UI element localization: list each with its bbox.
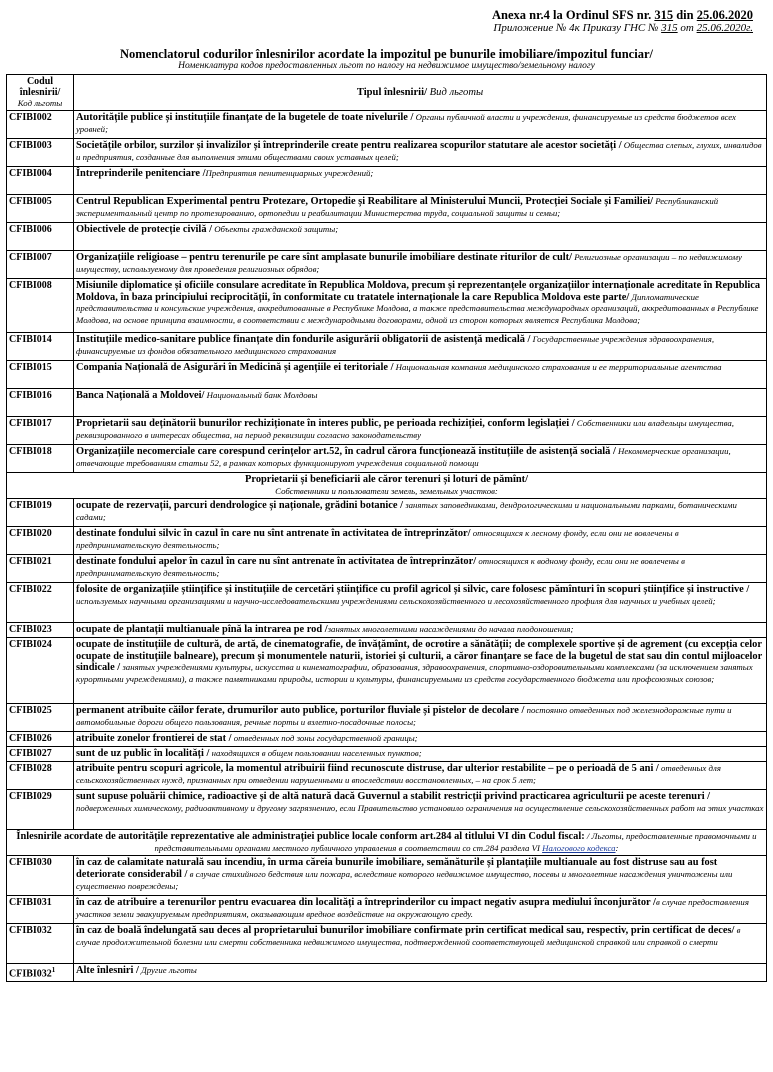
- order-date: 25.06.2020: [696, 8, 753, 22]
- code-cell: CFIBI008: [7, 279, 74, 333]
- document-title: Nomenclatorul codurilor înlesnirilor acordate la impozitul pe bunurile imobiliare/impozitul funciar/: [120, 47, 653, 61]
- type-cell: [74, 223, 767, 251]
- type-ro: sunt supuse poluării chimice, radioactive și de altă natură dacă Guvernul a stabilit restricții privind practicarea agriculturii pe aceste terenuri /: [76, 791, 711, 803]
- type-ru: занятых заповедниками, дендрологическими и национальными парками, ботаническими садами;: [76, 500, 737, 522]
- type-cell: [74, 167, 767, 195]
- code-cell: CFIBI016: [7, 389, 74, 417]
- type-ro: Misiunile diplomatice și oficiile consulare acreditate în Republica Moldova, precum și reprezentanțele organizațiilor internaționale acreditate în Republica Moldova, în baza principiului reciprocității, în conformitate cu tratatele internaționale la care Republica Moldova este parte/: [76, 280, 761, 303]
- type-ru: Национальная компания медицинского страхования и ее территориальные агентства: [393, 362, 722, 372]
- code-cell: CFIBI029: [7, 790, 74, 830]
- section-row: [7, 830, 767, 856]
- table-header-row: [7, 75, 767, 111]
- type-ro: atribuite pentru scopuri agricole, la momentul atribuirii fiind recunoscute distruse, dar ulterior restabilite – pe o perioadă de 5 ani /: [76, 763, 659, 775]
- type-ro: ocupate de rezervații, parcuri dendrologice și naționale, grădini botanice /: [76, 500, 403, 512]
- table-row: [7, 790, 767, 830]
- type-ru: отведенных под зоны государственной границы;: [231, 733, 418, 744]
- section-ro: Înlesnirile acordate de autoritățile reprezentative ale administrației publice locale conform art.284 al titlului VI din Codul fiscal:: [16, 831, 585, 843]
- annex-line-ro: Anexa nr.4 la Ordinul SFS nr. 315 din 25.06.2020: [492, 8, 753, 22]
- code-cell: CFIBI022: [7, 583, 74, 623]
- document-subtitle: Номенклатура кодов предоставленных льгот по налогу на недвижимое имущество/земельному налогу: [178, 61, 595, 71]
- type-cell: [74, 623, 767, 638]
- code-cell: CFIBI015: [7, 361, 74, 389]
- table-row: [7, 638, 767, 704]
- table-row: [7, 279, 767, 333]
- type-ro: destinate fondului apelor în cazul în care nu sînt antrenate în activitatea de întreprinzător/: [76, 556, 477, 568]
- section-header: [7, 473, 767, 499]
- type-ro: destinate fondului silvic în cazul în care nu sînt antrenate în activitatea de întreprinzător/: [76, 528, 471, 540]
- type-ro: în caz de atribuire a terenurilor pentru evacuarea din localități a întreprinderilor cu impact negativ asupra mediului înconjurător /: [76, 897, 656, 909]
- type-cell: [74, 279, 767, 333]
- type-ru: относящихся к лесному фонду, если они не вовлечены в предпринимательскую деятельность;: [76, 528, 679, 550]
- table-row: [7, 527, 767, 555]
- table-row: [7, 583, 767, 623]
- type-cell: [74, 251, 767, 279]
- type-cell: [74, 924, 767, 964]
- type-ro: folosite de organizațiile științifice și instituțiile de cercetări științifice cu profil agricol și silvic, care folosesc pămînturi în scopuri științifice și instructive /: [76, 584, 750, 596]
- table-row: [7, 762, 767, 790]
- code-cell: CFIBI005: [7, 195, 74, 223]
- type-ro: Întreprinderile penitenciare /: [76, 168, 206, 179]
- type-cell: [74, 732, 767, 747]
- type-ru: Государственные учреждения здравоохранения, финансируемые из фондов обязательного медицинского страхования: [76, 334, 715, 356]
- type-ru: относящихся к водному фонду, если они не вовлечены в предпринимательскую деятельность;: [76, 556, 685, 578]
- tax-code-link[interactable]: Налогового кодекса: [542, 842, 616, 853]
- type-ru: Собственники или владельцы имущества, реквизированного в интересах общества, на период реквизиции согласно законодательству: [76, 418, 734, 440]
- code-cell: CFIBI024: [7, 638, 74, 704]
- table-row: [7, 417, 767, 445]
- type-ru: Органы публичной власти и учреждения, финансируемые из средств бюджетов всех уровней;: [76, 112, 736, 134]
- type-cell: [74, 638, 767, 704]
- header-type-cell: Tipul înlesnirii/ Вид льготы: [74, 75, 767, 111]
- type-cell: [74, 499, 767, 527]
- type-cell: [74, 445, 767, 473]
- header-code-cell: Codul înlesnirii/ Код льготы: [7, 75, 74, 111]
- table-row: [7, 964, 767, 982]
- type-ru: в случае предоставления участков земли эвакуируемым предприятиям, оказывающим вредное воздействие на окружающую среду.: [76, 897, 749, 919]
- type-ro: ocupate de plantații multianuale pînă la intrarea pe rod /: [76, 624, 328, 636]
- table-row: [7, 732, 767, 747]
- type-ru: Религиозные организации – по недвижимому имуществу, используемому для проведения религиозных обрядов;: [76, 252, 742, 274]
- type-cell: [74, 361, 767, 389]
- type-cell: [74, 704, 767, 732]
- type-ro: ocupate de instituțiile de cultură, de artă, de cinematografie, de învățămînt, de ocrotire a sănătății; de complexele sportive și de agrement (cu excepția celor ocupate de instituțiile balneare), precum și monumentele naturii, istoriei și culturii, a căror finanțare se face de la bugetul de stat sau din contul mijloacelor sindicale /: [76, 639, 763, 674]
- codes-table: [6, 74, 767, 982]
- type-ru: подверженных химическому, радиоактивному и другому загрязнению, если Правительство установило ограничения на осуществление сельскохозяйственных работ на этих участках: [76, 802, 764, 813]
- table-row: [7, 389, 767, 417]
- type-ro: Instituțiile medico-sanitare publice finanțate din fondurile asigurării obligatorii de asistență medicală /: [76, 334, 531, 345]
- type-ro: Autoritățile publice și instituțiile finanțate de la bugetele de toate nivelurile /: [76, 112, 414, 123]
- section-ru: / Льготы, предоставленные правомочными и представительными органами местного публичного управления в соответствии со ст.284 раздела VI: [154, 831, 757, 853]
- code-cell: CFIBI019: [7, 499, 74, 527]
- type-ru: Предприятия пенитенциарных учреждений;: [205, 168, 374, 178]
- code-cell: CFIBI023: [7, 623, 74, 638]
- code-cell: CFIBI018: [7, 445, 74, 473]
- type-ru: Объекты гражданской защиты;: [212, 224, 339, 234]
- type-ru: используемых научными организациями и научно-исследовательскими учреждениями сельскохозяйственного и лесохозяйственного профиля для научных и учебных целей;: [76, 595, 716, 606]
- type-cell: [74, 195, 767, 223]
- type-cell: [74, 790, 767, 830]
- type-cell: [74, 111, 767, 139]
- type-cell: [74, 417, 767, 445]
- code-cell: CFIBI020: [7, 527, 74, 555]
- type-cell: [74, 747, 767, 762]
- type-cell: [74, 333, 767, 361]
- type-ro: permanent atribuite căilor ferate, drumurilor auto publice, porturilor fluviale și pistelor de decolare /: [76, 705, 525, 717]
- table-row: [7, 623, 767, 638]
- type-ro: atribuite zonelor frontierei de stat /: [76, 733, 232, 745]
- table-row: [7, 361, 767, 389]
- code-cell: CFIBI031: [7, 896, 74, 924]
- type-ru: Другие льготы: [138, 965, 197, 976]
- type-cell: [74, 896, 767, 924]
- type-cell: [74, 527, 767, 555]
- type-ro: Compania Națională de Asigurări în Medicină și agențiile ei teritoriale /: [76, 362, 394, 373]
- code-cell: CFIBI028: [7, 762, 74, 790]
- type-cell: [74, 139, 767, 167]
- section-tail: :: [615, 842, 619, 853]
- type-cell: [74, 555, 767, 583]
- code-cell: CFIBI027: [7, 747, 74, 762]
- section-header: [7, 830, 767, 856]
- type-ru: Дипломатические представительства и консульские учреждения, аккредитованные в Республике Молдова, а также представительства международных организаций, аккредитованных в Республике Молдова, на основе принципа взаимности, в соответствии с международными договорами, одной из сторон которых является Республика Молдова;: [76, 291, 759, 325]
- code-cell: CFIBI007: [7, 251, 74, 279]
- code-cell: CFIBI030: [7, 856, 74, 896]
- type-ro: Banca Națională a Moldovei/: [76, 390, 205, 401]
- code-cell: CFIBI021: [7, 555, 74, 583]
- type-cell: [74, 583, 767, 623]
- table-row: [7, 896, 767, 924]
- type-ru: Республиканский экспериментальный центр по протезированию, ортопедии и реабилитации Министерства труда, социальной защиты и семьи;: [76, 196, 719, 218]
- type-ro: Proprietarii sau deținătorii bunurilor rechiziționate în interes public, pe perioada rechiziției, conform legislației /: [76, 418, 575, 429]
- section-ro: Proprietarii și beneficiarii ale căror terenuri și loturi de pămînt/: [245, 474, 528, 485]
- code-cell: CFIBI002: [7, 111, 74, 139]
- section-row: [7, 473, 767, 499]
- type-ro: Centrul Republican Experimental pentru Protezare, Ortopedie și Reabilitare al Ministerului Muncii, Protecției Sociale și Familiei/: [76, 196, 653, 207]
- type-ru: занятых многолетними насаждениями до начала плодоношения;: [327, 624, 574, 635]
- type-ru: в случае продолжительной болезни или смерти собственника недвижимого имущества, подтвержденной соответствующей медицинской справкой или справкой о смерти: [76, 925, 741, 947]
- table-row: [7, 445, 767, 473]
- type-ro: Societățile orbilor, surzilor și invalizilor și întreprinderile create pentru realizarea scopurilor statutare ale acestor societăți /: [76, 140, 622, 151]
- type-ru: Национальный банк Молдовы: [204, 390, 318, 400]
- type-ru: Общества слепых, глухих, инвалидов и предприятия, созданные для выполнения этими обществами своих уставных целей;: [76, 140, 762, 162]
- type-ro: în caz de boală îndelungată sau deces al proprietarului bunurilor imobiliare confirmate prin certificat medical sau, respectiv, prin certificat de deces/: [76, 925, 735, 937]
- code-cell: $CFIBI032^1$: [7, 964, 74, 982]
- table-row: [7, 924, 767, 964]
- table-row: [7, 555, 767, 583]
- code-cell: CFIBI004: [7, 167, 74, 195]
- type-ru: находящихся в общем пользовании населенных пунктов;: [209, 748, 422, 759]
- table-row: [7, 223, 767, 251]
- table-row: [7, 499, 767, 527]
- table-row: [7, 167, 767, 195]
- type-ro: Organizațiile religioase – pentru terenurile pe care sînt amplasate bunurile imobiliare destinate riturilor de cult/: [76, 252, 573, 263]
- code-superscript: 1: [51, 966, 56, 975]
- section-ru: Собственники и пользователи земель, земельных участков:: [275, 485, 498, 496]
- order-number: 315: [654, 8, 674, 22]
- table-row: [7, 747, 767, 762]
- type-ru: в случае стихийного бедствия или пожара, вследствие которого недвижимое имущество, посевы и многолетние насаждения уничтожены или существенно повреждены;: [76, 868, 733, 891]
- type-ru: занятых учреждениями культуры, искусства и кинематографии, образования, здравоохранения, спортивно-оздоровительными комплексами (за исключением занятых курортными учреждениями), а также памятниками природы, истории и культуры, финансируемыми из средств государственного бюджета или профсоюзных союзов;: [76, 662, 753, 684]
- table-row: [7, 195, 767, 223]
- type-cell: [74, 762, 767, 790]
- type-ru: Некоммерческие организации, отвечающие требованиям статьи 52, в рамках которых функционируют учреждения социальной помощи: [76, 446, 731, 468]
- type-ru: постоянно отведенных под железнодорожные пути и автомобильные дороги общего пользования, речные порты и взлетно-посадочные полосы;: [76, 705, 732, 727]
- type-ro: Organizațiile necomerciale care corespund cerințelor art.52, în cadrul cărora funcționează instituțiile de asistență socială /: [76, 446, 616, 457]
- type-cell: [74, 964, 767, 982]
- code-cell: CFIBI006: [7, 223, 74, 251]
- table-row: [7, 251, 767, 279]
- table-row: [7, 139, 767, 167]
- table-row: [7, 111, 767, 139]
- code-cell: CFIBI017: [7, 417, 74, 445]
- code-cell: CFIBI032: [7, 924, 74, 964]
- type-ru: отведенных для сельскохозяйственных нужд, признанных при отведении нарушенными и впоследствии восстановленных, – на срок 5 лет;: [76, 763, 721, 785]
- table-row: [7, 333, 767, 361]
- type-cell: [74, 389, 767, 417]
- code-cell: CFIBI014: [7, 333, 74, 361]
- type-ro: sunt de uz public în localități /: [76, 748, 210, 760]
- annex-line-ru: Приложение № 4к Приказу ГНС № 315 от 25.06.2020г.: [493, 22, 753, 34]
- type-cell: [74, 856, 767, 896]
- code-cell: CFIBI026: [7, 732, 74, 747]
- type-ro: în caz de calamitate naturală sau incendiu, în urma căreia bunurile imobiliare, semănăturile și plantațiile multianuale au fost distruse sau au fost deteriorate considerabil /: [76, 857, 718, 880]
- code-cell: CFIBI025: [7, 704, 74, 732]
- table-row: [7, 856, 767, 896]
- type-ro: Alte înlesniri /: [76, 965, 139, 977]
- type-ro: Obiectivele de protecție civilă /: [76, 224, 212, 235]
- table-row: [7, 704, 767, 732]
- code-cell: CFIBI003: [7, 139, 74, 167]
